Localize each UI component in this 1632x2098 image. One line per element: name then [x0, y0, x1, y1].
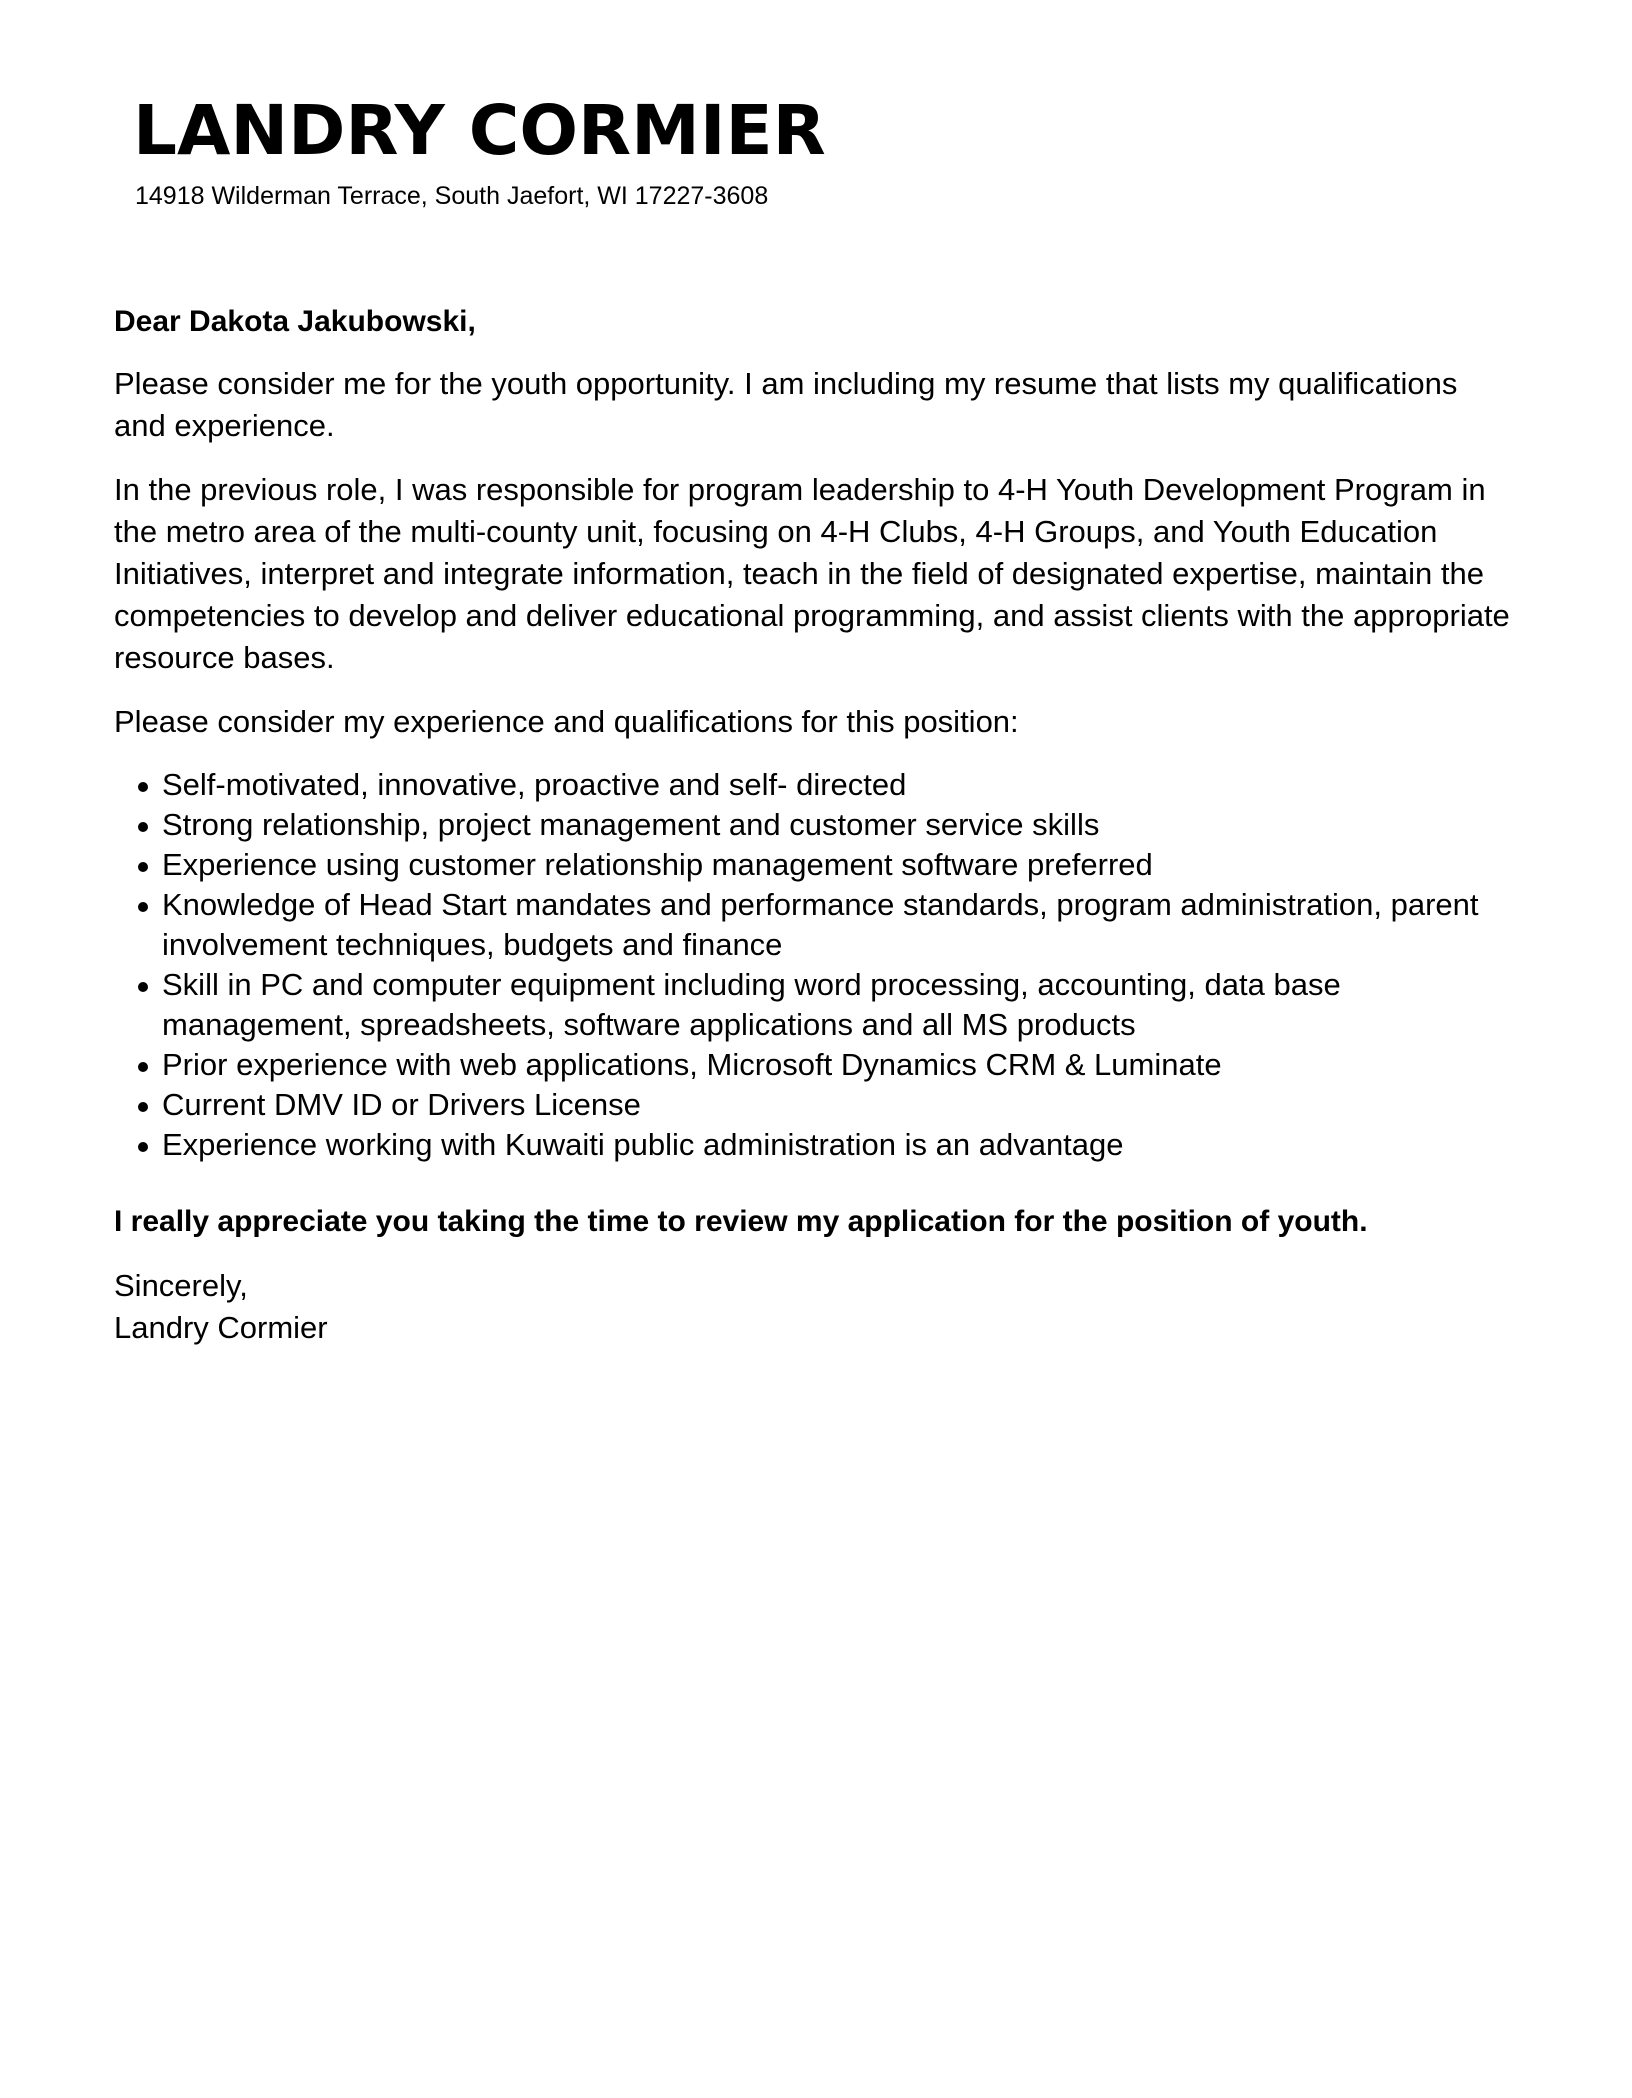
- letter-body: [114, 301, 1514, 1349]
- list-item: Prior experience with web applications, Microsoft Dynamics CRM & Luminate: [162, 1045, 1514, 1085]
- qualifications-list: [114, 765, 1514, 1165]
- list-item: Strong relationship, project management and customer service skills: [162, 805, 1514, 845]
- list-item: Skill in PC and computer equipment including word processing, accounting, data base management, spreadsheets, software applications and all MS products: [162, 965, 1514, 1045]
- experience-paragraph: In the previous role, I was responsible for program leadership to 4-H Youth Development Program in the metro area of the multi-county unit, focusing on 4-H Clubs, 4-H Groups, and Youth Education Initiatives, interpret and integrate information, teach in the field of designated expertise, maintain the competencies to develop and deliver educational programming, and assist clients with the appropriate resource bases.: [114, 472, 1510, 675]
- list-item: Experience working with Kuwaiti public administration is an advantage: [162, 1125, 1514, 1165]
- applicant-address: 14918 Wilderman Terrace, South Jaefort, WI 17227-3608: [135, 182, 769, 210]
- signoff: Sincerely,: [114, 1268, 248, 1303]
- list-item: Current DMV ID or Drivers License: [162, 1085, 1514, 1125]
- salutation: Dear Dakota Jakubowski,: [114, 305, 476, 338]
- applicant-name: LANDRY CORMIER: [133, 91, 826, 171]
- list-item: Experience using customer relationship management software preferred: [162, 845, 1514, 885]
- list-item: Self-motivated, innovative, proactive and self- directed: [162, 765, 1514, 805]
- list-item: Knowledge of Head Start mandates and performance standards, program administration, parent involvement techniques, budgets and finance: [162, 885, 1514, 965]
- signature-name: Landry Cormier: [114, 1310, 328, 1345]
- intro-paragraph: Please consider me for the youth opportunity. I am including my resume that lists my qualifications and experience.: [114, 366, 1458, 443]
- qualifications-intro: Please consider my experience and qualifications for this position:: [114, 704, 1019, 739]
- letter-header: [133, 88, 1513, 212]
- closing-statement: I really appreciate you taking the time to review my application for the position of youth.: [114, 1205, 1368, 1238]
